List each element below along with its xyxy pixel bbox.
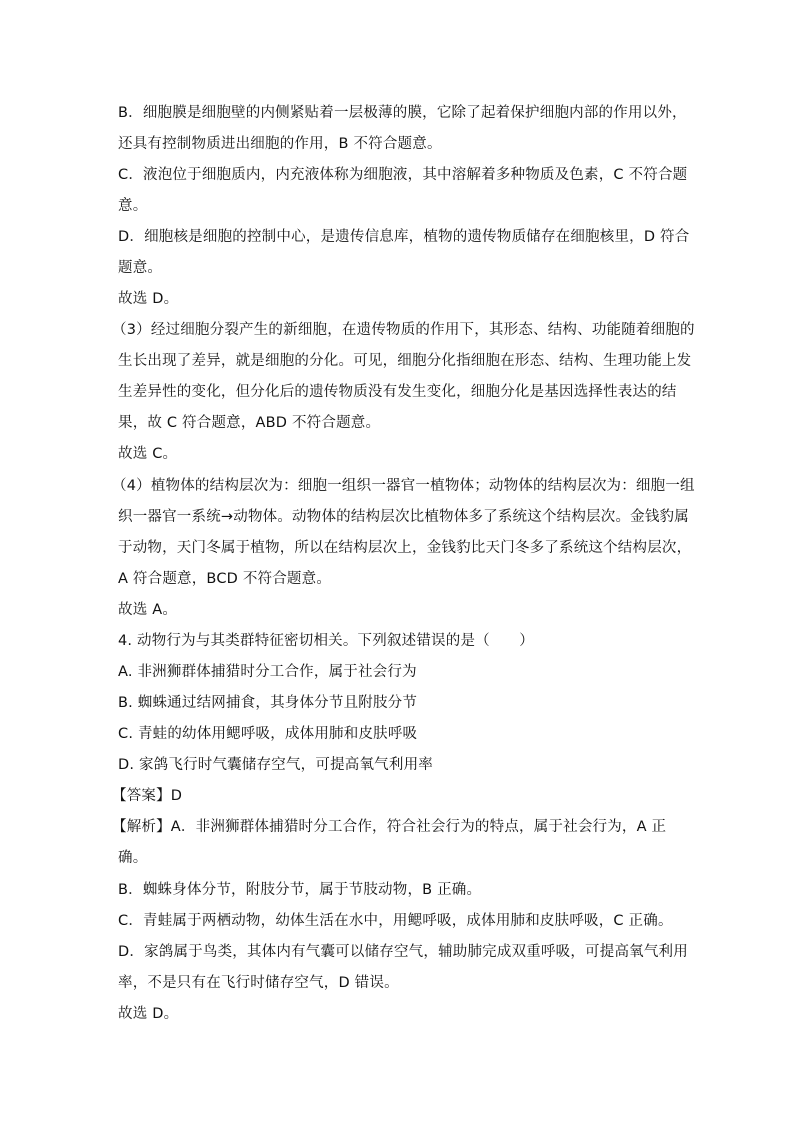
text-line: B．蜘蛛身体分节，附肢分节，属于节肢动物，B 正确。 <box>118 882 482 898</box>
text-line: 题意。 <box>118 260 163 276</box>
answer-label: 【答案】D <box>112 788 183 804</box>
text-line: C．液泡位于细胞质内，内充液体称为细胞液，其中溶解着多种物质及色素，C 不符合题 <box>118 167 688 183</box>
text-line: 织一器官一系统→动物体。动物体的结构层次比植物体多了系统这个结构层次。金钱豹属 <box>118 509 689 525</box>
text-line: （4）植物体的结构层次为：细胞一组织一器官一植物体；动物体的结构层次为：细胞一组 <box>112 478 695 494</box>
analysis-line: 【解析】A．非洲狮群体捕猎时分工合作，符合社会行为的特点，属于社会行为，A 正 <box>112 819 667 835</box>
text-line: B．细胞膜是细胞壁的内侧紧贴着一层极薄的膜，它除了起着保护细胞内部的作用以外， <box>118 105 687 121</box>
answer-line: 故选 D。 <box>118 291 179 307</box>
text-line: 还具有控制物质进出细胞的作用，B 不符合题意。 <box>118 136 442 152</box>
option-b: B. 蜘蛛通过结网捕食，其身体分节且附肢分节 <box>118 695 418 711</box>
option-c: C. 青蛙的幼体用鳃呼吸，成体用肺和皮肤呼吸 <box>118 726 418 742</box>
option-a: A. 非洲狮群体捕猎时分工合作，属于社会行为 <box>118 664 417 680</box>
text-line: 率，不是只有在飞行时储存空气，D 错误。 <box>118 975 399 991</box>
text-line: C．青蛙属于两栖动物，幼体生活在水中，用鳃呼吸，成体用肺和皮肤呼吸，C 正确。 <box>118 913 673 929</box>
text-line: A 符合题意，BCD 不符合题意。 <box>118 571 332 587</box>
answer-line: 故选 C。 <box>118 446 178 462</box>
text-line: 生差异性的变化，但分化后的遗传物质没有发生变化，细胞分化是基因选择性表达的结 <box>118 384 677 400</box>
answer-line: 故选 D。 <box>118 1006 179 1022</box>
question-stem: 4. 动物行为与其类群特征密切相关。下列叙述错误的是（ ） <box>118 633 534 649</box>
text-line: 生长出现了差异，就是细胞的分化。可见，细胞分化指细胞在形态、结构、生理功能上发 <box>118 353 692 369</box>
text-line: D．细胞核是细胞的控制中心，是遗传信息库，植物的遗传物质储存在细胞核里，D 符合 <box>118 229 690 245</box>
answer-line: 故选 A。 <box>118 602 178 618</box>
text-line: 确。 <box>118 850 148 866</box>
text-line: 果，故 C 符合题意，ABD 不符合题意。 <box>118 415 381 431</box>
text-line: 意。 <box>118 198 148 214</box>
text-line: 于动物，天门冬属于植物，所以在结构层次上，金钱豹比天门冬多了系统这个结构层次， <box>118 540 692 556</box>
text-line: D．家鸽属于鸟类，其体内有气囊可以储存空气，辅助肺完成双重呼吸，可提高氧气利用 <box>118 944 688 960</box>
option-d: D. 家鸽飞行时气囊储存空气，可提高氧气利用率 <box>118 757 433 773</box>
text-line: （3）经过细胞分裂产生的新细胞，在遗传物质的作用下，其形态、结构、功能随着细胞的 <box>112 322 695 338</box>
